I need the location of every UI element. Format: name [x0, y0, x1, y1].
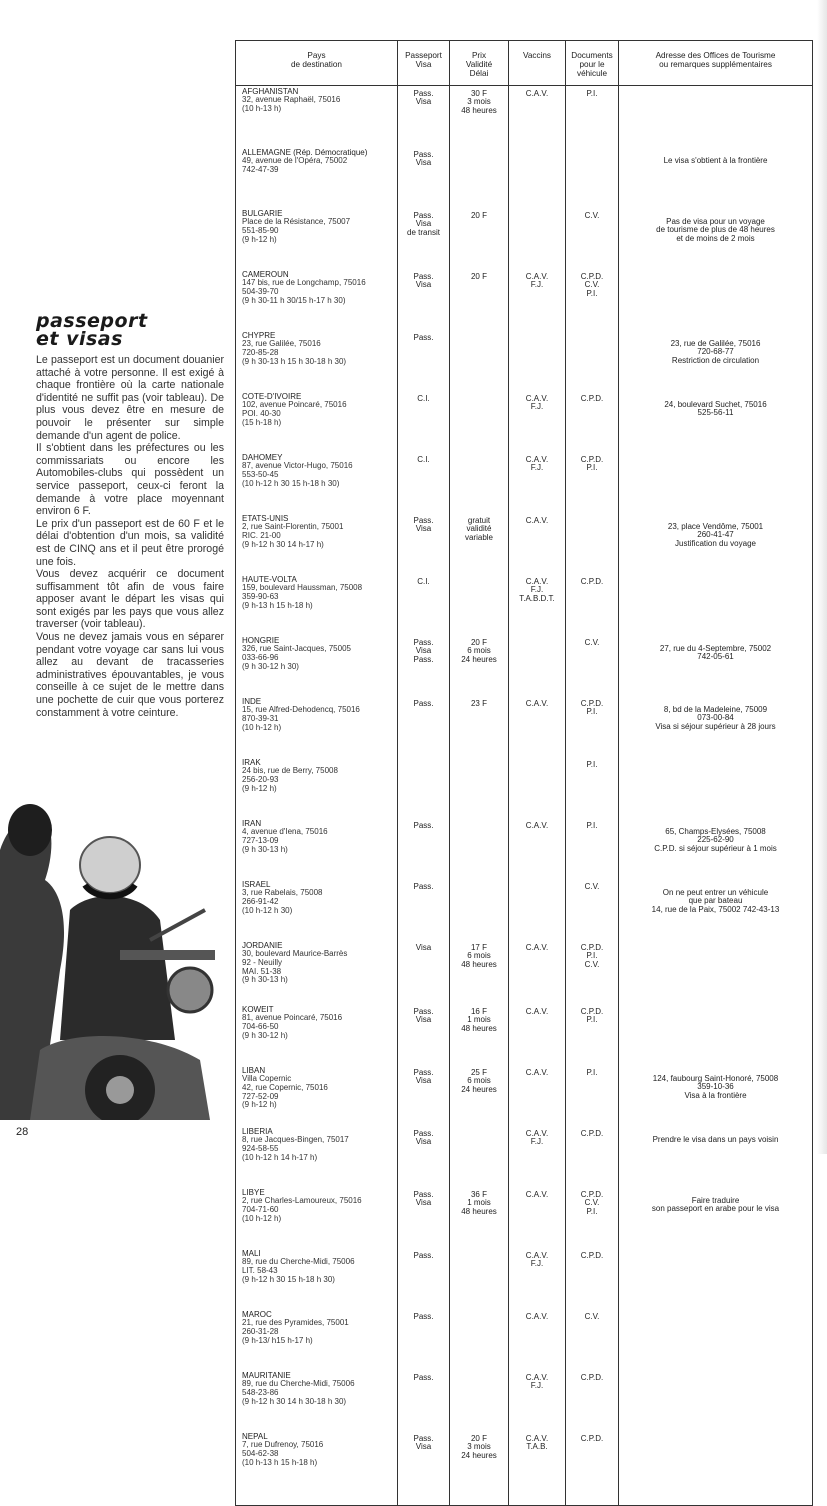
cell-passeport: Pass. Visa [398, 1431, 450, 1506]
table-row [236, 757, 813, 818]
cell-adresse [619, 1004, 813, 1065]
cell-passeport: C.I. [398, 391, 450, 452]
embassy-address: 8, rue Jacques-Bingen, 75017 924-58-55 (10 h-12 h 14 h-17 h) [242, 1135, 349, 1162]
cell-passeport: Pass. [398, 818, 450, 879]
header-pays: Pays de destination [236, 41, 398, 86]
cell-vaccins [509, 330, 566, 391]
country-name: MAURITANIE [242, 1370, 291, 1380]
table-row [236, 1126, 813, 1187]
cell-country [236, 1309, 398, 1370]
table-row [236, 635, 813, 696]
cell-vaccins [509, 208, 566, 269]
cell-country [236, 1004, 398, 1065]
cell-country [236, 1431, 398, 1506]
cell-passeport: Pass. [398, 1370, 450, 1431]
cell-passeport: Pass. Visa [398, 1126, 450, 1187]
country-name: ETATS-UNIS [242, 513, 289, 523]
cell-country [236, 1248, 398, 1309]
cell-prix [450, 1126, 509, 1187]
table-row [236, 574, 813, 635]
table-row [236, 330, 813, 391]
cell-documents: C.V. [566, 879, 619, 940]
cell-vaccins: C.A.V. F.J. [509, 391, 566, 452]
cell-documents: C.V. [566, 1309, 619, 1370]
country-name: LIBYE [242, 1187, 265, 1197]
embassy-address: 32, avenue Raphaël, 75016 (10 h-13 h) [242, 95, 341, 114]
country-name: ALLEMAGNE (Rép. Démocratique) [242, 147, 368, 157]
country-name: COTE-D'IVOIRE [242, 391, 302, 401]
embassy-address: 102, avenue Poincaré, 75016 POI. 40-30 (15 h-18 h) [242, 400, 347, 427]
country-name: JORDANIE [242, 940, 283, 950]
cell-prix [450, 757, 509, 818]
cell-vaccins: C.A.V. F.J. [509, 1248, 566, 1309]
cell-vaccins: C.A.V. F.J. T.A.B.D.T. [509, 574, 566, 635]
cell-passeport: Pass. Visa de transit [398, 208, 450, 269]
table-row [236, 1309, 813, 1370]
cell-adresse: 124, faubourg Saint-Honoré, 75008 359-10-36 Visa à la frontière [619, 1065, 813, 1126]
cell-prix [450, 1370, 509, 1431]
embassy-address: 89, rue du Cherche-Midi, 75006 LIT. 58-43 (9 h-12 h 30 15 h-18 h 30) [242, 1257, 355, 1284]
embassy-address: 89, rue du Cherche-Midi, 75006 548-23-86 (9 h-12 h 30 14 h 30-18 h 30) [242, 1379, 355, 1406]
country-name: DAHOMEY [242, 452, 283, 462]
embassy-address: 7, rue Dufrenoy, 75016 504-62-38 (10 h-13 h 15 h-18 h) [242, 1440, 324, 1467]
cell-adresse [619, 1248, 813, 1309]
cell-prix: 36 F 1 mois 48 heures [450, 1187, 509, 1248]
table-row [236, 818, 813, 879]
cell-adresse: Prendre le visa dans un pays voisin [619, 1126, 813, 1187]
cell-country [236, 757, 398, 818]
cell-prix: gratuit validité variable [450, 513, 509, 574]
cell-passeport: C.I. [398, 452, 450, 513]
cell-vaccins: C.A.V. [509, 940, 566, 1004]
cell-prix [450, 818, 509, 879]
cell-vaccins: C.A.V. [509, 85, 566, 147]
country-name: IRAN [242, 818, 262, 828]
embassy-address: 87, avenue Victor-Hugo, 75016 553-50-45 (10 h-12 h 30 15 h-18 h 30) [242, 461, 353, 488]
sidebar-article [36, 312, 224, 719]
table-row [236, 208, 813, 269]
country-name: CHYPRE [242, 330, 276, 340]
table-row [236, 85, 813, 147]
cell-adresse: 23, rue de Galilée, 75016 720-68-77 Restriction de circulation [619, 330, 813, 391]
cell-country [236, 208, 398, 269]
embassy-address: 81, avenue Poincaré, 75016 704-66-50 (9 h 30-12 h) [242, 1013, 343, 1040]
cell-country [236, 330, 398, 391]
cell-documents: C.P.D. P.I. [566, 696, 619, 757]
cell-documents [566, 330, 619, 391]
page-number: 28 [16, 1126, 29, 1138]
cell-adresse [619, 1431, 813, 1506]
cell-documents: C.V. [566, 635, 619, 696]
cell-adresse [619, 85, 813, 147]
cell-vaccins [509, 879, 566, 940]
embassy-address: 49, avenue de l'Opéra, 75002 742-47-39 [242, 156, 348, 175]
embassy-address: Place de la Résistance, 75007 551-85-90 (9 h-12 h) [242, 217, 351, 244]
header-documents: Documents pour le véhicule [566, 41, 619, 86]
cell-passeport: C.I. [398, 574, 450, 635]
cell-vaccins: C.A.V. F.J. [509, 269, 566, 330]
cell-passeport: Pass. Visa [398, 1004, 450, 1065]
cell-prix [450, 147, 509, 208]
country-name: CAMEROUN [242, 269, 289, 279]
cell-vaccins: C.A.V. [509, 1004, 566, 1065]
cell-documents: C.P.D. P.I. C.V. [566, 940, 619, 1004]
cell-country [236, 940, 398, 1004]
cell-vaccins: C.A.V. [509, 818, 566, 879]
embassy-address: Villa Copernic 42, rue Copernic, 75016 727-52-09 (9 h-12 h) [242, 1074, 328, 1110]
cell-documents: C.V. [566, 208, 619, 269]
embassy-address: 24 bis, rue de Berry, 75008 256-20-93 (9 h-12 h) [242, 766, 338, 793]
table-row [236, 1187, 813, 1248]
table-row [236, 391, 813, 452]
cell-vaccins: C.A.V. F.J. [509, 1370, 566, 1431]
table-row [236, 1431, 813, 1506]
cell-adresse [619, 574, 813, 635]
cell-vaccins [509, 147, 566, 208]
cell-documents: C.P.D. [566, 1431, 619, 1506]
table-row [236, 940, 813, 1004]
cell-passeport: Visa [398, 940, 450, 1004]
cell-prix: 25 F 6 mois 24 heures [450, 1065, 509, 1126]
cell-adresse [619, 940, 813, 1004]
header-adresse: Adresse des Offices de Tourisme ou remarques supplémentaires [619, 41, 813, 86]
table-row [236, 452, 813, 513]
table-row [236, 1370, 813, 1431]
cell-country [236, 1370, 398, 1431]
cell-documents: C.P.D. P.I. [566, 1004, 619, 1065]
cell-adresse: Faire traduire son passeport en arabe pour le visa [619, 1187, 813, 1248]
cell-adresse [619, 757, 813, 818]
embassy-address: 3, rue Rabelais, 75008 266-91-42 (10 h-12 h 30) [242, 888, 323, 915]
table-row [236, 696, 813, 757]
country-name: MAROC [242, 1309, 272, 1319]
cell-country [236, 391, 398, 452]
title-line-1: passeport [36, 310, 148, 332]
country-name: NEPAL [242, 1431, 268, 1441]
cell-prix [450, 330, 509, 391]
country-name: LIBAN [242, 1065, 266, 1075]
cell-passeport: Pass. Visa [398, 269, 450, 330]
cell-vaccins: C.A.V. [509, 1309, 566, 1370]
cell-adresse: On ne peut entrer un véhicule que par bateau 14, rue de la Paix, 75002 742-43-13 [619, 879, 813, 940]
cell-vaccins: C.A.V. [509, 1065, 566, 1126]
embassy-address: 23, rue Galilée, 75016 720-85-28 (9 h 30-13 h 15 h 30-18 h 30) [242, 339, 347, 366]
cell-vaccins [509, 635, 566, 696]
header-passeport: Passeport Visa [398, 41, 450, 86]
cell-passeport: Pass. [398, 1248, 450, 1309]
cell-passeport: Pass. [398, 696, 450, 757]
title-line-2: et visas [36, 328, 123, 350]
cell-vaccins: C.A.V. [509, 513, 566, 574]
passport-visa-table [235, 40, 813, 1506]
cell-passeport: Pass. Visa Pass. [398, 635, 450, 696]
cell-country [236, 1126, 398, 1187]
country-name: BULGARIE [242, 208, 283, 218]
country-name: MALI [242, 1248, 261, 1258]
cell-adresse: 24, boulevard Suchet, 75016 525-56-11 [619, 391, 813, 452]
cell-adresse [619, 452, 813, 513]
cell-country [236, 513, 398, 574]
cell-adresse: 8, bd de la Madeleine, 75009 073-00-84 Visa si séjour supérieur à 28 jours [619, 696, 813, 757]
cell-vaccins: C.A.V. F.J. [509, 452, 566, 513]
cell-documents: C.P.D. [566, 574, 619, 635]
cell-vaccins: C.A.V. [509, 1187, 566, 1248]
cell-vaccins: C.A.V. F.J. [509, 1126, 566, 1187]
cell-prix [450, 391, 509, 452]
cell-passeport: Pass. Visa [398, 513, 450, 574]
cell-passeport [398, 757, 450, 818]
table-row [236, 147, 813, 208]
cell-adresse: 23, place Vendôme, 75001 260-41-47 Justification du voyage [619, 513, 813, 574]
cell-prix [450, 574, 509, 635]
cell-country [236, 879, 398, 940]
cell-documents: C.P.D. [566, 1248, 619, 1309]
cell-prix [450, 1248, 509, 1309]
cell-documents: C.P.D. P.I. [566, 452, 619, 513]
cell-country [236, 452, 398, 513]
cell-prix: 20 F [450, 208, 509, 269]
cell-documents: C.P.D. [566, 1126, 619, 1187]
cell-prix [450, 452, 509, 513]
cell-passeport: Pass. [398, 879, 450, 940]
cell-country [236, 1187, 398, 1248]
cell-prix: 20 F [450, 269, 509, 330]
cell-documents [566, 147, 619, 208]
article-body: Le passeport est un document douanier attaché à votre personne. Il est exigé à chaque frontière où la carte nationale d'identité ne suffit pas (voir tableau). De plus vous devez être en mesure de pouvoir le présenter sur simple demande d'un agent de police. Il s'obtient dans les préfectures ou les commissariats ou encore les Automobiles-clubs qui possèdent un service passeport, ceux-ci feront la demande à votre place moyennant environ 6 F. Le prix d'un passeport est de 60 F et le délai d'obtention d'un mois, sa validité est de CINQ ans et il peut être prorogé une fois. Vous devez acquérir ce document suffisamment tôt afin de vous faire apposer avant le départ les visas qui sont exigés par les pays que vous allez traverser (voir tableau). Vous ne devez jamais vous en séparer pendant votre voyage car sans lui vous allez au devant de tracasseries administratives épouvantables, je vous conseille à ce sujet de le mettre dans une pochette de cuir que vous porterez constamment à votre ceinture. [36, 354, 224, 719]
cell-adresse: 27, rue du 4-Septembre, 75002 742-05-61 [619, 635, 813, 696]
cell-prix [450, 1309, 509, 1370]
cell-country [236, 269, 398, 330]
table-row [236, 269, 813, 330]
cell-prix [450, 879, 509, 940]
page-edge-shadow [817, 0, 827, 1154]
cell-adresse: Pas de visa pour un voyage de tourisme de plus de 48 heures et de moins de 2 mois [619, 208, 813, 269]
embassy-address: 2, rue Charles-Lamoureux, 75016 704-71-60 (10 h-12 h) [242, 1196, 362, 1223]
cell-documents: P.I. [566, 85, 619, 147]
cell-prix: 16 F 1 mois 48 heures [450, 1004, 509, 1065]
embassy-address: 147 bis, rue de Longchamp, 75016 504-39-70 (9 h 30-11 h 30/15 h-17 h 30) [242, 278, 366, 305]
cell-country [236, 635, 398, 696]
article-title [36, 312, 224, 348]
cell-country [236, 696, 398, 757]
cell-vaccins: C.A.V. [509, 696, 566, 757]
embassy-address: 326, rue Saint-Jacques, 75005 033-66-96 (9 h 30-12 h 30) [242, 644, 351, 671]
cell-vaccins: C.A.V. T.A.B. [509, 1431, 566, 1506]
cell-passeport: Pass. Visa [398, 1187, 450, 1248]
country-name: ISRAEL [242, 879, 271, 889]
cell-passeport: Pass. Visa [398, 85, 450, 147]
cell-documents: C.P.D. C.V. P.I. [566, 1187, 619, 1248]
country-name: HAUTE-VOLTA [242, 574, 297, 584]
country-name: HONGRIE [242, 635, 280, 645]
cell-adresse [619, 1370, 813, 1431]
cell-documents: C.P.D. C.V. P.I. [566, 269, 619, 330]
cell-documents: P.I. [566, 818, 619, 879]
cell-passeport: Pass. Visa [398, 147, 450, 208]
embassy-address: 4, avenue d'Iena, 75016 727-13-09 (9 h 30-13 h) [242, 827, 328, 854]
cell-country [236, 574, 398, 635]
table-row [236, 513, 813, 574]
embassy-address: 159, boulevard Haussman, 75008 359-90-63 (9 h-13 h 15 h-18 h) [242, 583, 363, 610]
cell-documents: C.P.D. [566, 1370, 619, 1431]
header-vaccins: Vaccins [509, 41, 566, 86]
cell-passeport: Pass. [398, 1309, 450, 1370]
cell-adresse [619, 1309, 813, 1370]
cell-passeport: Pass. Visa [398, 1065, 450, 1126]
embassy-address: 21, rue des Pyramides, 75001 260-31-28 (9 h-13/ h15 h-17 h) [242, 1318, 349, 1345]
cell-country [236, 147, 398, 208]
cell-prix: 20 F 6 mois 24 heures [450, 635, 509, 696]
cell-documents: C.P.D. [566, 391, 619, 452]
cell-documents [566, 513, 619, 574]
cell-documents: P.I. [566, 757, 619, 818]
table-row [236, 1004, 813, 1065]
cell-vaccins [509, 757, 566, 818]
cell-prix: 30 F 3 mois 48 heures [450, 85, 509, 147]
cell-adresse: Le visa s'obtient à la frontière [619, 147, 813, 208]
country-name: AFGHANISTAN [242, 86, 299, 96]
country-name: KOWEIT [242, 1004, 274, 1014]
cell-prix: 23 F [450, 696, 509, 757]
embassy-address: 15, rue Alfred-Dehodencq, 75016 870-39-31 (10 h-12 h) [242, 705, 360, 732]
table-row [236, 1248, 813, 1309]
cell-prix: 20 F 3 mois 24 heures [450, 1431, 509, 1506]
table-row [236, 1065, 813, 1126]
table-row [236, 879, 813, 940]
cell-adresse [619, 269, 813, 330]
cell-country [236, 85, 398, 147]
country-name: IRAK [242, 757, 261, 767]
motorcyclists-photo [0, 790, 230, 1120]
header-prix: Prix Validité Délai [450, 41, 509, 86]
cell-prix: 17 F 6 mois 48 heures [450, 940, 509, 1004]
cell-country [236, 818, 398, 879]
embassy-address: 2, rue Saint-Florentin, 75001 RIC. 21-00 (9 h-12 h 30 14 h-17 h) [242, 522, 344, 549]
cell-passeport: Pass. [398, 330, 450, 391]
country-name: LIBERIA [242, 1126, 273, 1136]
cell-country [236, 1065, 398, 1126]
cell-adresse: 65, Champs-Elysées, 75008 225-62-90 C.P.D. si séjour supérieur à 1 mois [619, 818, 813, 879]
table-header-row [236, 41, 813, 86]
country-name: INDE [242, 696, 262, 706]
cell-documents: P.I. [566, 1065, 619, 1126]
embassy-address: 30, boulevard Maurice-Barrès 92 - Neuilly MAI. 51-38 (9 h 30-13 h) [242, 949, 348, 985]
